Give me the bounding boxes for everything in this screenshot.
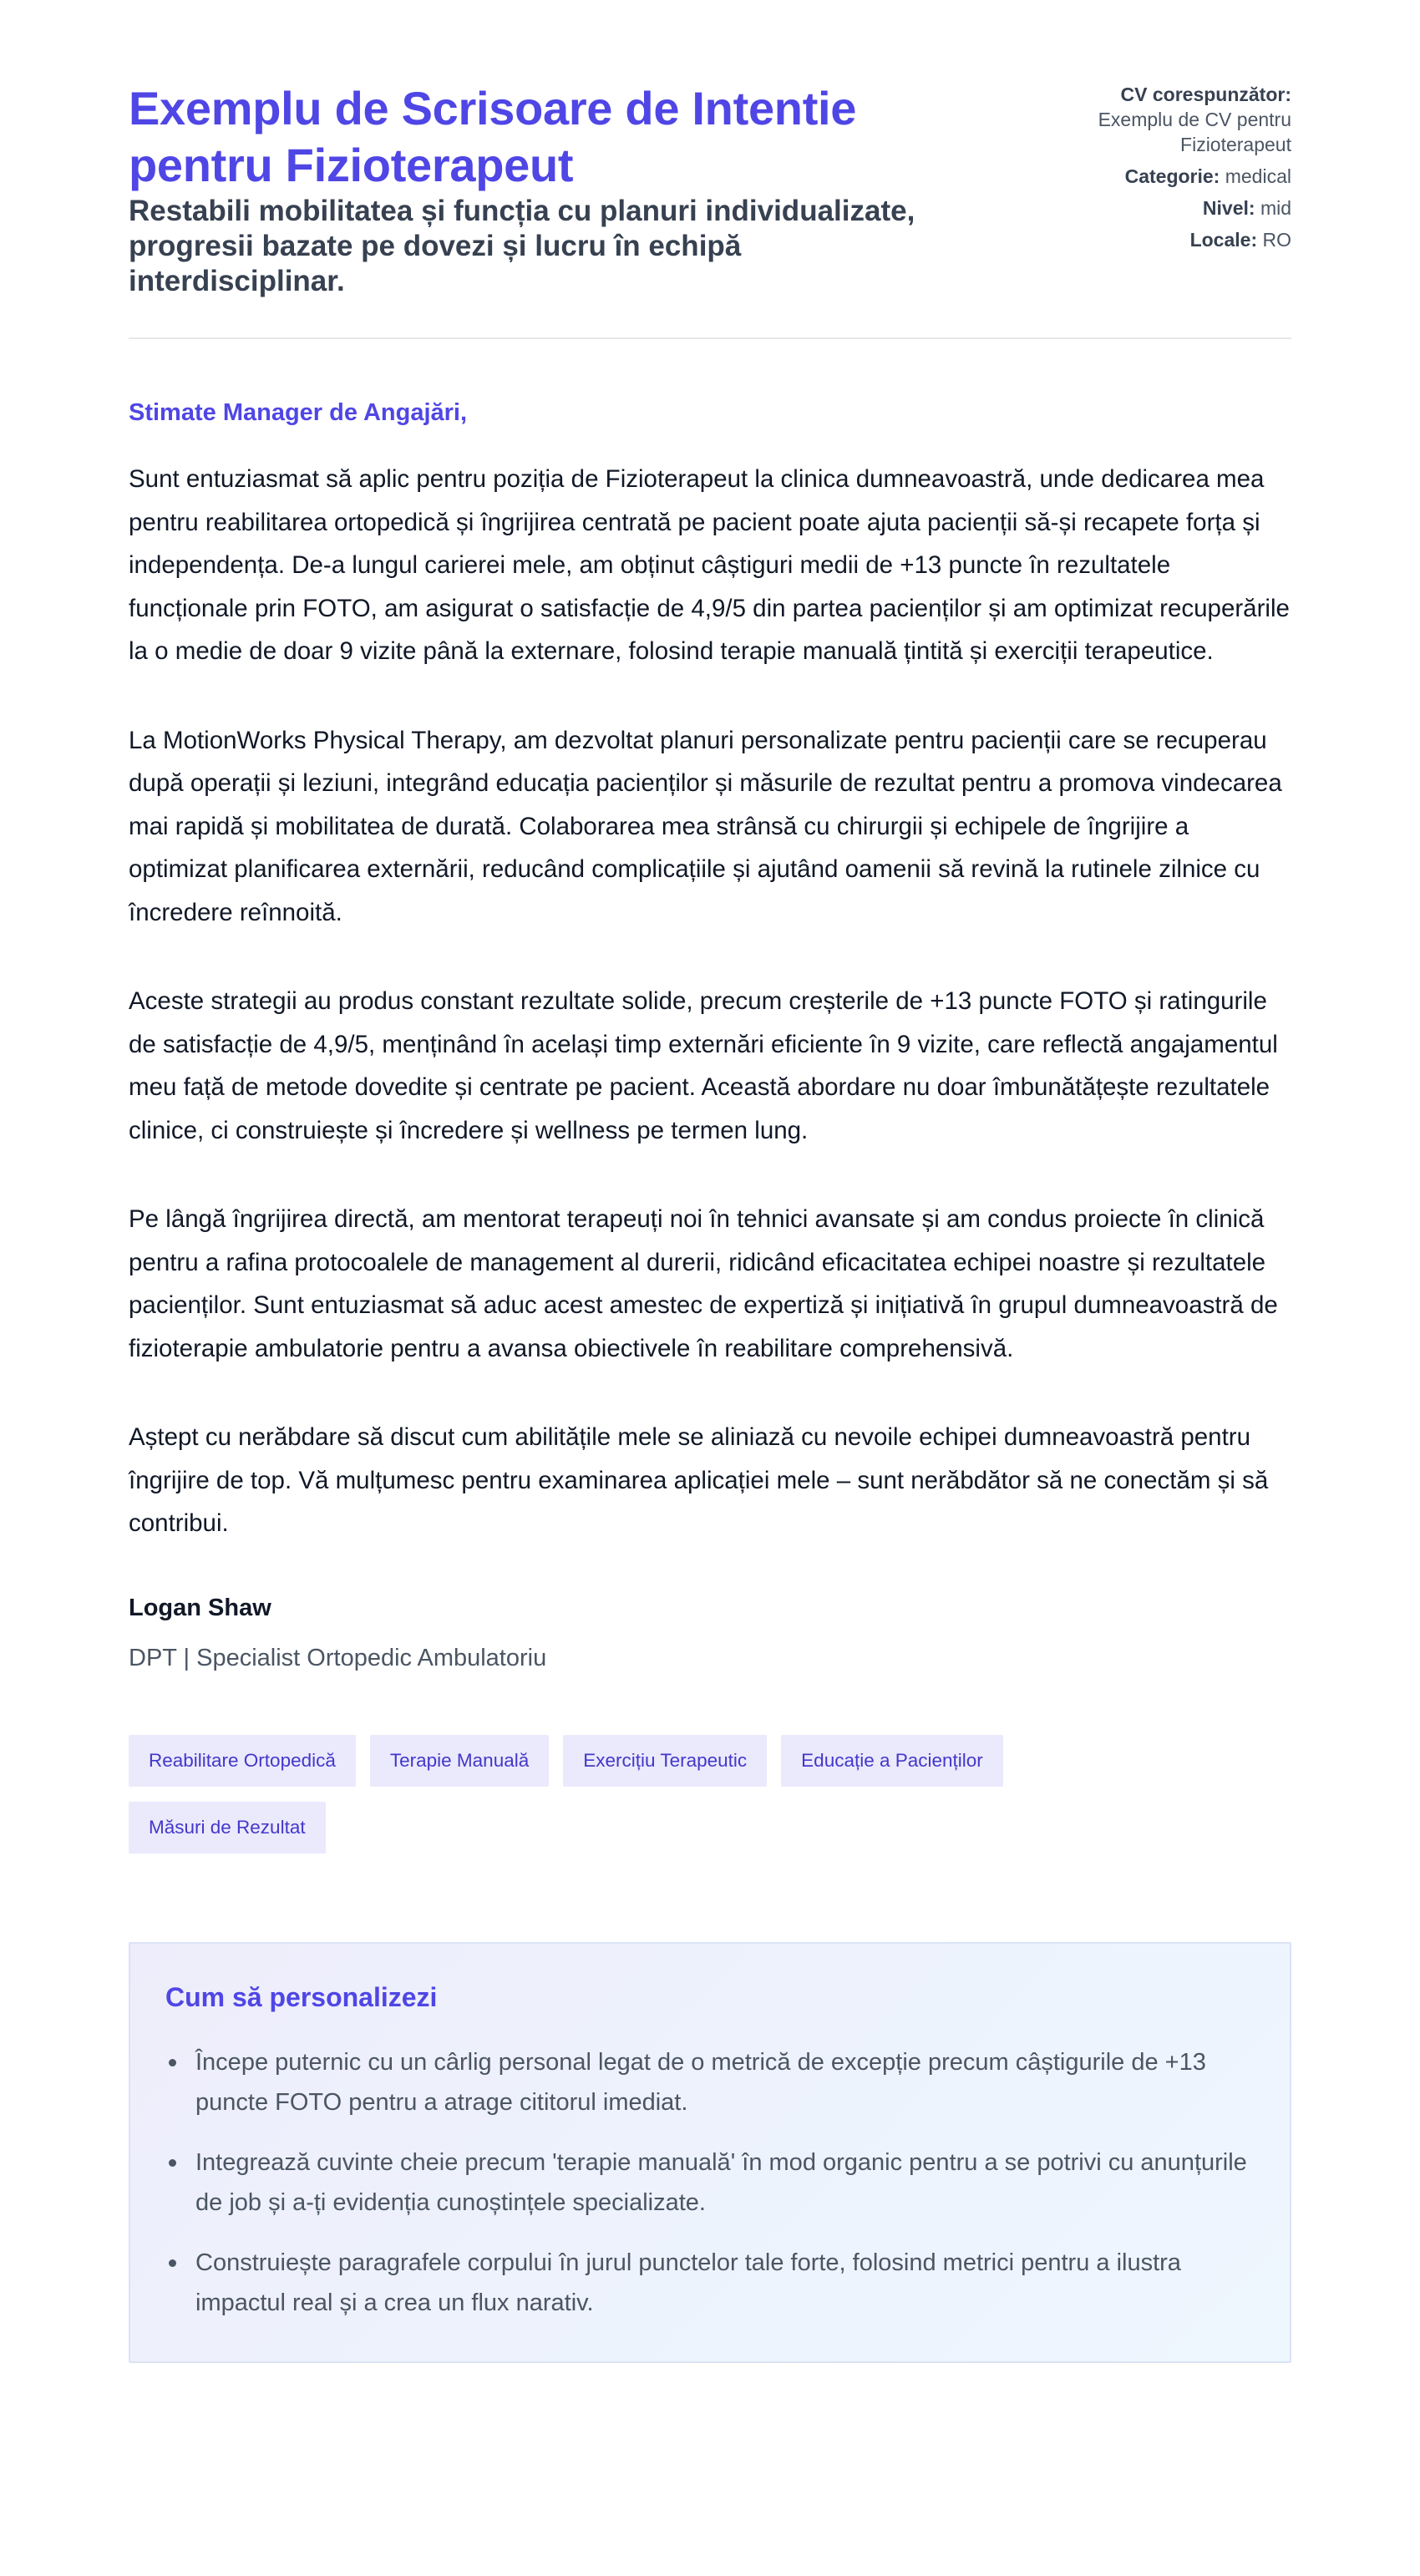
meta-cv-label: CV corespunzător: — [1120, 84, 1291, 105]
letter-body — [129, 396, 1291, 1675]
signature-name: Logan Shaw — [129, 1594, 271, 1621]
tip-item — [165, 2243, 1255, 2323]
paragraph-closing: Aștept cu nerăbdare să discut cum abilitățile mele se aliniază cu nevoile echipei dumneavoastră pentru îngrijire de top. Vă mulțumesc pentru examinarea aplicației mele – sunt nerăbdător să ne conectăm și să contribui. — [129, 1423, 1269, 1537]
page-header — [129, 80, 1291, 339]
signature-block — [129, 1591, 1291, 1675]
bullet-icon — [169, 2259, 176, 2267]
meta-level — [1041, 195, 1291, 221]
page-title: Exemplu de Scrisoare de Intentie pentru Fizioterapeut — [129, 82, 857, 191]
meta-category — [1041, 164, 1291, 189]
meta-locale-label: Locale: — [1189, 229, 1258, 251]
tip-text: Începe puternic cu un cârlig personal legat de o metrică de excepție precum câștigurile de +13 puncte FOTO pentru a atrage cititorul imediat. — [195, 2048, 1206, 2116]
page-subtitle: Restabili mobilitatea și funcția cu planuri individualizate, progresii bazate pe dovezi și lucru în echipă interdisciplinar. — [129, 195, 915, 297]
paragraph-intro: Sunt entuziasmat să aplic pentru poziția de Fizioterapeut la clinica dumneavoastră, unde dedicarea mea pentru reabilitarea ortopedică și îngrijirea centrată pe pacient poate ajuta pacienții să-și recapete forța și independența. De-a lungul carierei mele, am obținut câștiguri medii de +13 puncte în rezultatele funcționale prin FOTO, am asigurat o satisfacție de 4,9/5 din partea pacienților și am optimizat recuperările la o medie de doar 9 vizite până la externare, folosind terapie manuală țintită și exerciții terapeutice. — [129, 465, 1290, 665]
meta-category-value: medical — [1225, 165, 1291, 187]
letter-paragraphs — [129, 458, 1291, 1545]
paragraph-leadership: Pe lângă îngrijirea directă, am mentorat terapeuți noi în tehnici avansate și am condus proiecte în clinică pentru a rafina protocoalele de management al durerii, ridicând eficacitatea echipei noastre și rezultatele pacienților. Sunt entuziasmat să aduc acest amestec de expertiză și inițiativă în grupul dumneavoastră de fizioterapie ambulatorie pentru a avansa obiectivele în reabilitare comprehensivă. — [129, 1205, 1278, 1362]
meta-locale — [1041, 227, 1291, 252]
tip-item — [165, 2142, 1255, 2223]
tips-list — [165, 2042, 1255, 2323]
tips-title: Cum să personalizezi — [165, 1981, 438, 2012]
bullet-icon — [169, 2159, 176, 2167]
tip-item — [165, 2042, 1255, 2122]
paragraph-results: Aceste strategii au produs constant rezultate solide, precum creșterile de +13 puncte FOTO și ratingurile de satisfacție de 4,9/5, menținând în același timp externări eficiente în 9 vizite, care reflectă angajamentul meu față de metode dovedite și centrate pe pacient. Această abordare nu doar îmbunătățește rezultatele clinice, ci construiește și încredere și wellness pe termen lung. — [129, 987, 1278, 1144]
meta-cv-link[interactable]: Exemplu de CV pentru Fizioterapeut — [1098, 109, 1291, 155]
skill-tags — [129, 1735, 1173, 1853]
meta-locale-value: RO — [1262, 229, 1291, 251]
salutation: Stimate Manager de Angajări, — [129, 399, 468, 426]
meta-matching-cv — [1041, 82, 1291, 157]
metadata-panel — [1041, 82, 1291, 259]
meta-level-label: Nivel: — [1202, 197, 1255, 219]
header-titles — [129, 80, 964, 299]
bullet-icon — [169, 2059, 176, 2066]
paragraph-experience: La MotionWorks Physical Therapy, am dezvoltat planuri personalizate pentru pacienții care se recuperau după operații și leziuni, integrând educația pacienților și măsurile de rezultat pentru a promova vindecarea mai rapidă și mobilitatea de durată. Colaborarea mea strânsă cu chirurgii și echipele de îngrijire a optimizat planificarea externării, reducând complicațiile și ajutând oamenii să revină la rutinele zilnice cu încredere reînnoită. — [129, 726, 1282, 926]
meta-level-value: mid — [1260, 197, 1291, 219]
tag-therapeutic-exercise[interactable]: Exercițiu Terapeutic — [563, 1735, 767, 1787]
tag-manual-therapy[interactable]: Terapie Manuală — [370, 1735, 549, 1787]
customization-tips-box — [129, 1942, 1291, 2363]
tip-text: Integrează cuvinte cheie precum 'terapie manuală' în mod organic pentru a se potrivi cu anunțurile de job și a-ți evidenția cunoștințele specializate. — [195, 2148, 1247, 2216]
tag-outcome-measures[interactable]: Măsuri de Rezultat — [129, 1802, 326, 1853]
tag-orthopedic-rehab[interactable]: Reabilitare Ortopedică — [129, 1735, 356, 1787]
tag-patient-education[interactable]: Educație a Pacienților — [781, 1735, 1003, 1787]
signature-title: DPT | Specialist Ortopedic Ambulatoriu — [129, 1644, 547, 1671]
tip-text: Construiește paragrafele corpului în jurul punctelor tale forte, folosind metrici pentru a ilustra impactul real și a crea un flux narativ. — [195, 2249, 1181, 2316]
meta-category-label: Categorie: — [1124, 165, 1220, 187]
